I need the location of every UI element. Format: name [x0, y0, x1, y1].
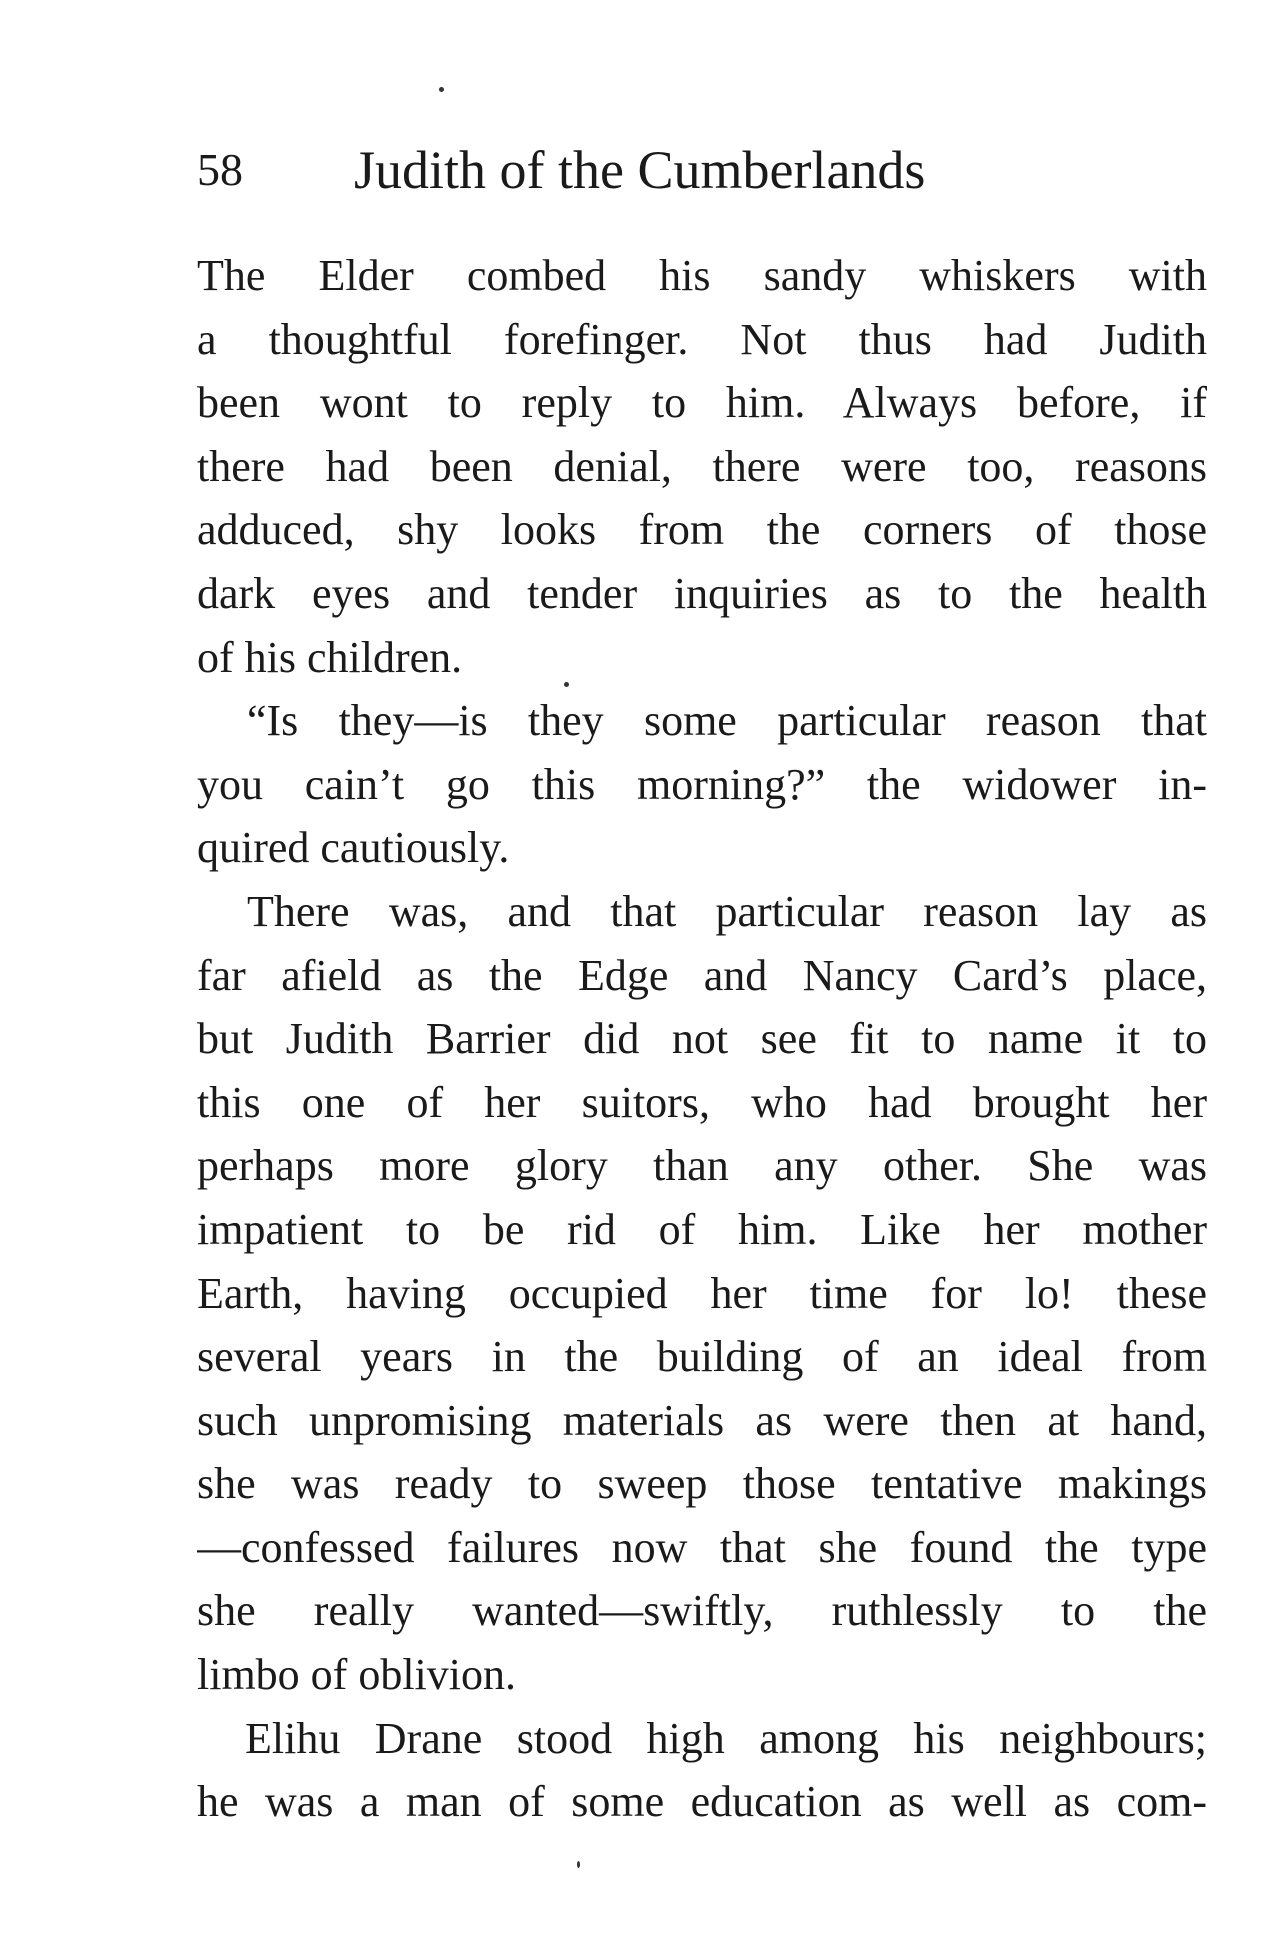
text-line: quired cautiously. [197, 823, 510, 873]
text-line: she was ready to sweep those tentative makings [197, 1459, 1207, 1509]
page-header [197, 140, 1207, 200]
text-line: “Is they—is they some particular reason that [247, 696, 1207, 746]
text-line: such unpromising materials as were then at hand, [197, 1395, 1207, 1445]
body-text [197, 244, 1207, 1834]
text-line: a thoughtful forefinger. Not thus had Judith [197, 314, 1207, 364]
text-line: far afield as the Edge and Nancy Card’s place, [197, 950, 1207, 1000]
scan-speck [577, 1861, 580, 1868]
text-line: limbo of oblivion. [197, 1650, 516, 1700]
text-line: —confessed failures now that she found the type [197, 1522, 1207, 1572]
page-number: 58 [197, 144, 243, 195]
text-line: The Elder combed his sandy whiskers with [197, 251, 1207, 300]
text-line: dark eyes and tender inquiries as to the health [197, 568, 1207, 618]
text-line: There was, and that particular reason lay as [247, 886, 1207, 936]
text-line: Earth, having occupied her time for lo! these [197, 1268, 1207, 1318]
text-line: she really wanted—swiftly, ruthlessly to the [197, 1586, 1207, 1636]
scan-speck [564, 682, 569, 687]
text-line: but Judith Barrier did not see fit to name it to [197, 1014, 1207, 1064]
text-line: he was a man of some education as well as com- [197, 1777, 1207, 1827]
text-line: there had been denial, there were too, reasons [197, 441, 1207, 491]
text-line: you cain’t go this morning?” the widower in- [197, 759, 1207, 809]
text-line: this one of her suitors, who had brought her [197, 1077, 1207, 1127]
text-line: impatient to be rid of him. Like her mother [197, 1204, 1207, 1254]
running-title: Judith of the Cumberlands [354, 140, 926, 200]
text-line: perhaps more glory than any other. She was [197, 1141, 1207, 1191]
text-line: been wont to reply to him. Always before, if [197, 378, 1207, 428]
scan-speck [439, 87, 444, 92]
text-line: several years in the building of an ideal from [197, 1332, 1207, 1382]
text-line: of his children. [197, 632, 463, 682]
text-line: Elihu Drane stood high among his neighbours; [245, 1713, 1207, 1763]
text-line: adduced, shy looks from the corners of those [197, 505, 1207, 555]
